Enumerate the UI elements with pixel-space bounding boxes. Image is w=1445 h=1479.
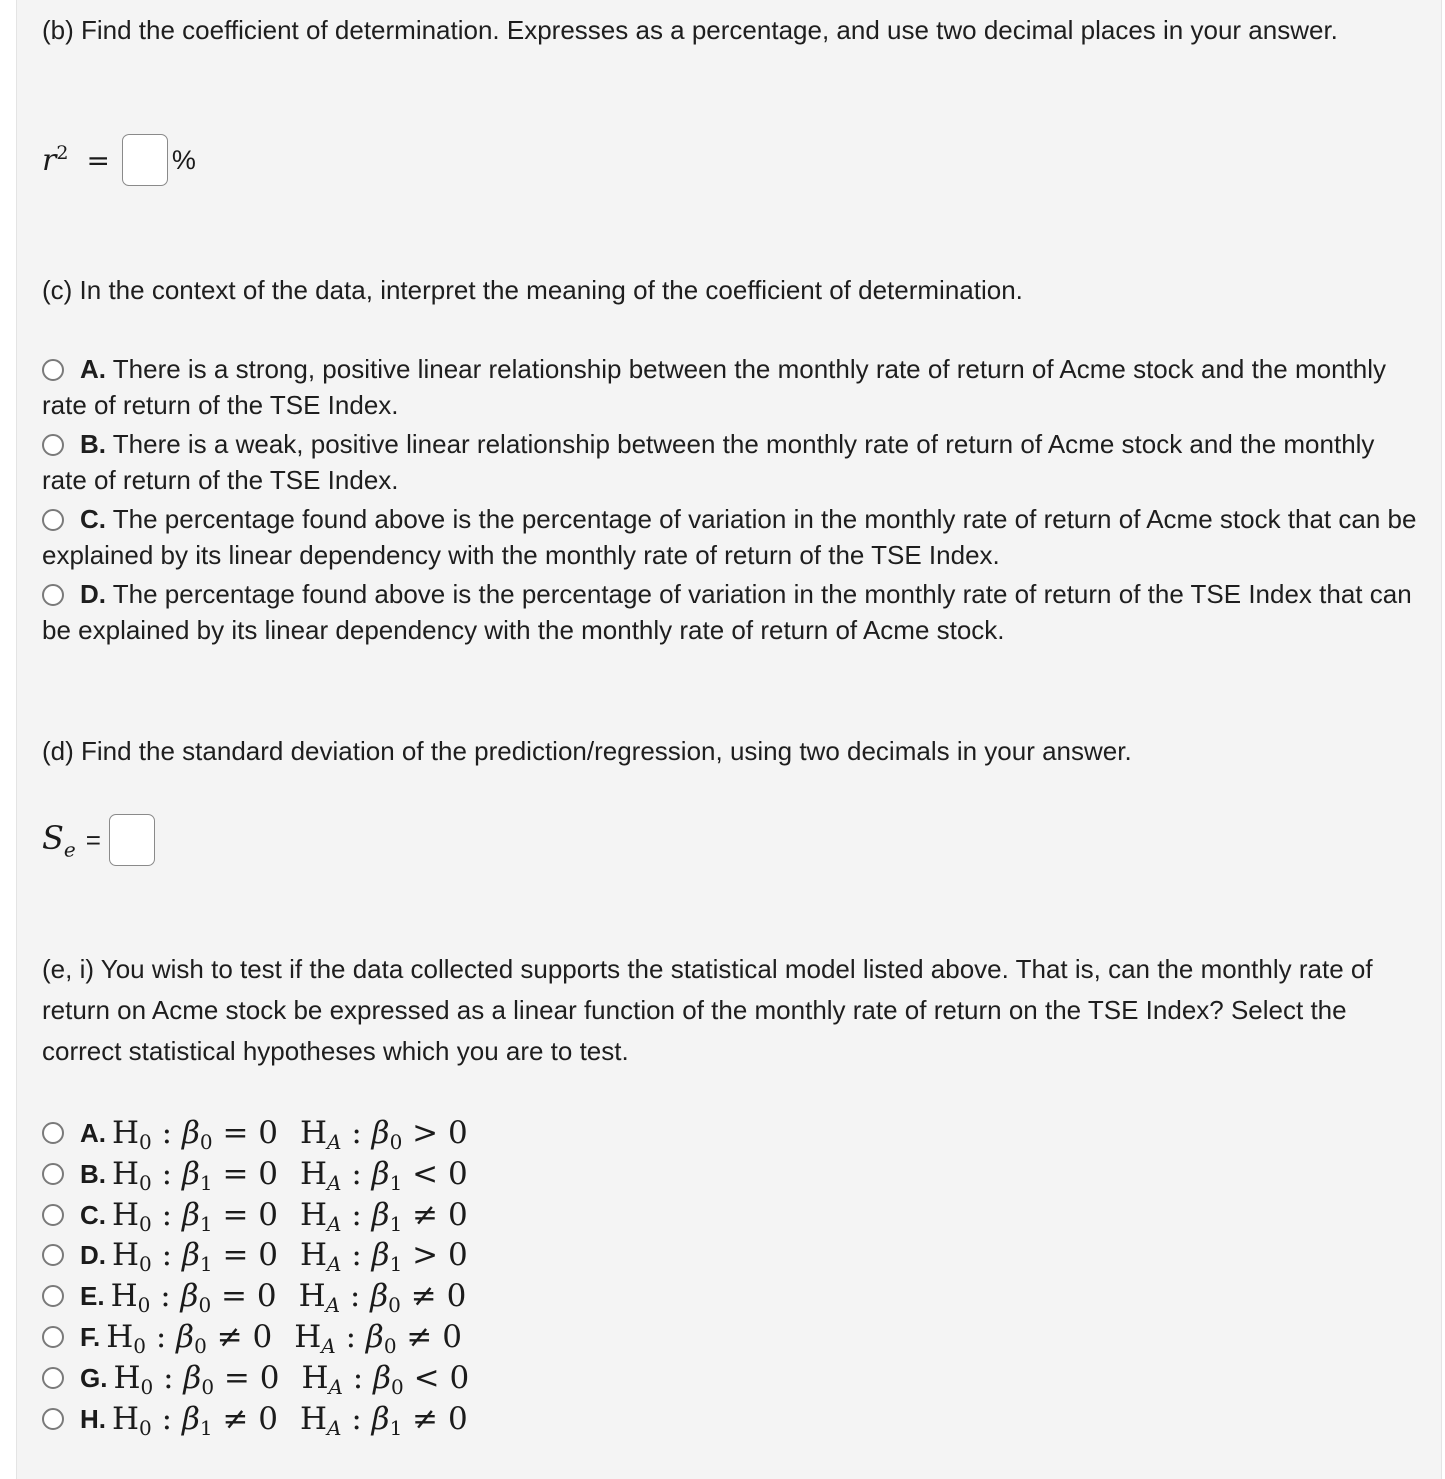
radio-button[interactable]: [42, 1285, 64, 1307]
radio-button[interactable]: [42, 1408, 64, 1430]
percent-unit: %: [171, 144, 196, 175]
option-letter: G.: [80, 1362, 108, 1393]
radio-button[interactable]: [42, 434, 64, 456]
option-letter: B.: [80, 1158, 106, 1189]
option-e-g[interactable]: [42, 1358, 469, 1398]
option-e-c[interactable]: [42, 1195, 468, 1235]
radio-button[interactable]: [42, 359, 64, 381]
option-letter: E.: [80, 1280, 105, 1311]
part-b-prompt: (b) Find the coefficient of determination. Expresses as a percentage, and use two decimal places in your answer.: [42, 15, 1338, 45]
option-e-d[interactable]: [42, 1235, 468, 1275]
alternative-hypothesis: $H_A$ : $\beta_0 \ne 0$: [298, 1278, 467, 1317]
part-d-prompt: (d) Find the standard deviation of the prediction/regression, using two decimals in your answer.: [42, 736, 1132, 766]
option-letter: H.: [80, 1403, 106, 1434]
option-e-a[interactable]: [42, 1113, 468, 1153]
alternative-hypothesis: $H_A$ : $\beta_1 > 0$: [300, 1237, 468, 1276]
radio-button[interactable]: [42, 1204, 64, 1226]
radio-button[interactable]: [42, 1326, 64, 1348]
null-hypothesis: $H_0$ : $\beta_0 = 0$: [110, 1278, 277, 1317]
alternative-hypothesis: $H_A$ : $\beta_0 > 0$: [300, 1115, 468, 1154]
null-hypothesis: $H_0$ : $\beta_0 = 0$: [112, 1115, 279, 1154]
null-hypothesis: $H_0$ : $\beta_1 \ne 0$: [112, 1401, 279, 1440]
option-letter: C.: [80, 1199, 106, 1230]
alternative-hypothesis: $H_A$ : $\beta_1 \ne 0$: [300, 1197, 468, 1236]
radio-button[interactable]: [42, 509, 64, 531]
alternative-hypothesis: $H_A$ : $\beta_1 < 0$: [300, 1156, 468, 1195]
radio-button[interactable]: [42, 1244, 64, 1266]
part-e-prompt: (e, i) You wish to test if the data collected supports the statistical model listed above. That is, can the monthly rate of return on Acme stock be expressed as a linear function of the monthly rate of return on the TSE Index? Select the correct statistical hypotheses which you are to test.: [42, 954, 1373, 1066]
null-hypothesis: $H_0$ : $\beta_1 = 0$: [112, 1197, 279, 1236]
null-hypothesis: $H_0$ : $\beta_1 = 0$: [112, 1237, 279, 1276]
option-letter: F.: [80, 1321, 101, 1352]
option-letter: D.: [80, 1239, 106, 1270]
radio-button[interactable]: [42, 584, 64, 606]
equals-sign: =: [86, 143, 110, 177]
option-c-b[interactable]: B. There is a weak, positive linear relationship between the monthly rate of return of Acme stock and the monthly rate of return of the TSE Index.: [42, 429, 1375, 495]
radio-button[interactable]: [42, 1163, 64, 1185]
r-squared-row: [42, 134, 196, 186]
radio-button[interactable]: [42, 1122, 64, 1144]
option-c-c[interactable]: C. The percentage found above is the percentage of variation in the monthly rate of return of Acme stock that can be explained by its linear dependency with the monthly rate of return of the TSE Index.: [42, 504, 1417, 570]
equals-sign: =: [85, 824, 101, 855]
alternative-hypothesis: $H_A$ : $\beta_1 \ne 0$: [300, 1401, 468, 1440]
r-squared-symbol: $r^2$: [42, 142, 69, 178]
option-letter: A.: [80, 1117, 106, 1148]
option-e-e[interactable]: [42, 1276, 466, 1316]
null-hypothesis: $H_0$ : $\beta_0 \ne 0$: [106, 1319, 273, 1358]
radio-button[interactable]: [42, 1367, 64, 1389]
part-c-prompt: (c) In the context of the data, interpret the meaning of the coefficient of determination.: [42, 275, 1023, 305]
se-symbol: $S_e$: [42, 818, 76, 862]
r-squared-input[interactable]: [122, 134, 168, 186]
se-input[interactable]: [109, 814, 155, 866]
option-e-h[interactable]: [42, 1399, 468, 1439]
option-e-b[interactable]: [42, 1154, 468, 1194]
option-e-f[interactable]: [42, 1317, 462, 1357]
option-c-a[interactable]: A. There is a strong, positive linear relationship between the monthly rate of return of Acme stock and the monthly rate of return of the TSE Index.: [42, 354, 1386, 420]
option-c-d[interactable]: D. The percentage found above is the percentage of variation in the monthly rate of return of the TSE Index that can be explained by its linear dependency with the monthly rate of return of Acme stock.: [42, 579, 1412, 645]
se-row: [42, 814, 155, 866]
null-hypothesis: $H_0$ : $\beta_0 = 0$: [113, 1360, 280, 1399]
null-hypothesis: $H_0$ : $\beta_1 = 0$: [112, 1156, 279, 1195]
alternative-hypothesis: $H_A$ : $\beta_0 \ne 0$: [294, 1319, 462, 1358]
alternative-hypothesis: $H_A$ : $\beta_0 < 0$: [301, 1360, 470, 1399]
